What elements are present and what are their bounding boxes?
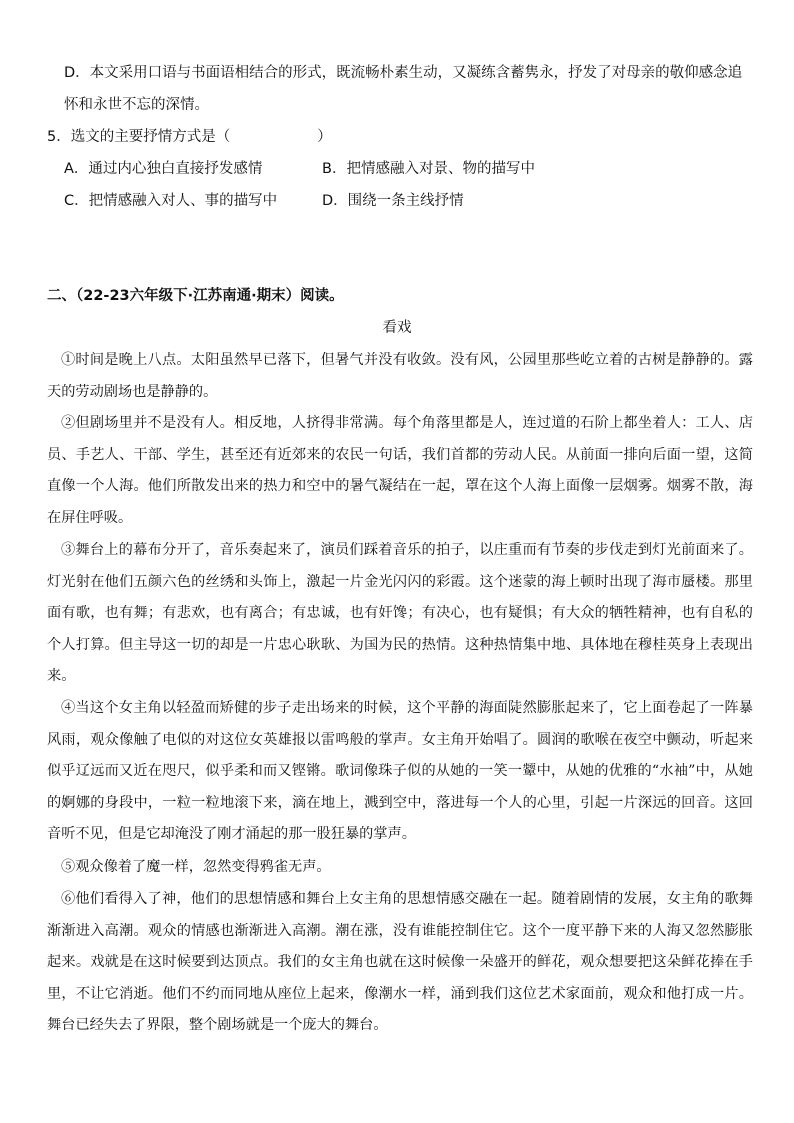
paragraph-1: ①时间是晚上八点。太阳虽然早已落下，但暑气并没有收敛。没有风，公园里那些屹立着的古树是静静的。露天的劳动剧场也是静静的。 (47, 352, 753, 400)
paragraph-2: ②但剧场里并不是没有人。相反地，人挤得非常满。每个角落里都是人，连过道的石阶上都坐着人：工人、店员、手艺人、干部、学生，甚至还有近郊来的农民一句话，我们首都的劳动人民。从前面一排向后面一望，这简直像一个人海。他们所散发出来的热力和空中的暑气凝结在一起，罩在这个人海上面像一层烟雾。烟雾不散，海在屏住呼吸。 (47, 415, 753, 526)
passage-title: 看戏 (382, 320, 412, 336)
paragraph-3: ③舞台上的幕布分开了，音乐奏起来了，演员们踩着音乐的拍子，以庄重而有节奏的步伐走到灯光前面来了。灯光射在他们五颜六色的丝绣和头饰上，激起一片金光闪闪的彩霞。这个迷蒙的海上顿时出现了海市蜃楼。那里面有歌，也有舞；有悲欢，也有离合；有忠诚，也有奸馋；有决心，也有疑惧；有大众的牺牲精神，也有自私的个人打算。但主导这一切的却是一片忠心耿耿、为国为民的热情。这种热情集中地、具体地在穆桂英身上表现出来。 (47, 542, 753, 684)
q5-option-b[interactable]: B．把情感融入对景、物的描写中 (322, 161, 535, 177)
q4-option-d-line1[interactable]: D．本文采用口语与书面语相结合的形式，既流畅朴素生动，又凝练含蓄隽永，抒发了对母亲的敬仰感念追 (64, 65, 743, 81)
q5-option-d[interactable]: D．围绕一条主线抒情 (322, 193, 464, 209)
paragraph-6: ⑥他们看得入了神，他们的思想情感和舞台上女主角的思想情感交融在一起。随着剧情的发展，女主角的歌舞渐渐进入高潮。观众的情感也渐渐进入高潮。潮在涨，没有谁能控制住它。这个一度平静下来的人海又忽然膨胀起来。戏就是在这时候要到达顶点。我们的女主角也就在这时候像一朵盛开的鲜花，观众想要把这朵鲜花捧在手里，不让它消逝。他们不约而同地从座位上起来，像潮水一样，涌到我们这位艺术家面前，观众和他打成一片。舞台已经失去了界限，整个剧场就是一个庞大的舞台。 (47, 891, 753, 1033)
q5-option-a[interactable]: A．通过内心独白直接抒发感情 (64, 161, 263, 177)
q5-stem: 5．选文的主要抒情方式是（ ） (47, 129, 332, 145)
paragraph-5: ⑤观众像着了魔一样，忽然变得鸦雀无声。 (61, 859, 331, 875)
section2-heading: 二、（22-23六年级下·江苏南通·期末）阅读。 (47, 288, 344, 304)
q5-option-c[interactable]: C．把情感融入对人、事的描写中 (64, 193, 278, 209)
q4-option-d-line2[interactable]: 怀和永世不忘的深情。 (64, 97, 209, 113)
paragraph-4: ④当这个女主角以轻盈而矫健的步子走出场来的时候，这个平静的海面陡然膨胀起来了，它上面卷起了一阵暴风雨，观众像触了电似的对这位女英雄报以雷鸣般的掌声。女主角开始唱了。圆润的歌喉在夜空中颤动，听起来似乎辽远而又近在咫尺，似乎柔和而又铿锵。歌词像珠子似的从她的一笑一颦中，从她的优雅的“水袖”中，从她的婀娜的身段中，一粒一粒地滚下来，滴在地上，溅到空中，落进每一个人的心里，引起一片深远的回音。这回音听不见，但是它却淹没了刚才涌起的那一股狂暴的掌声。 (47, 700, 753, 842)
